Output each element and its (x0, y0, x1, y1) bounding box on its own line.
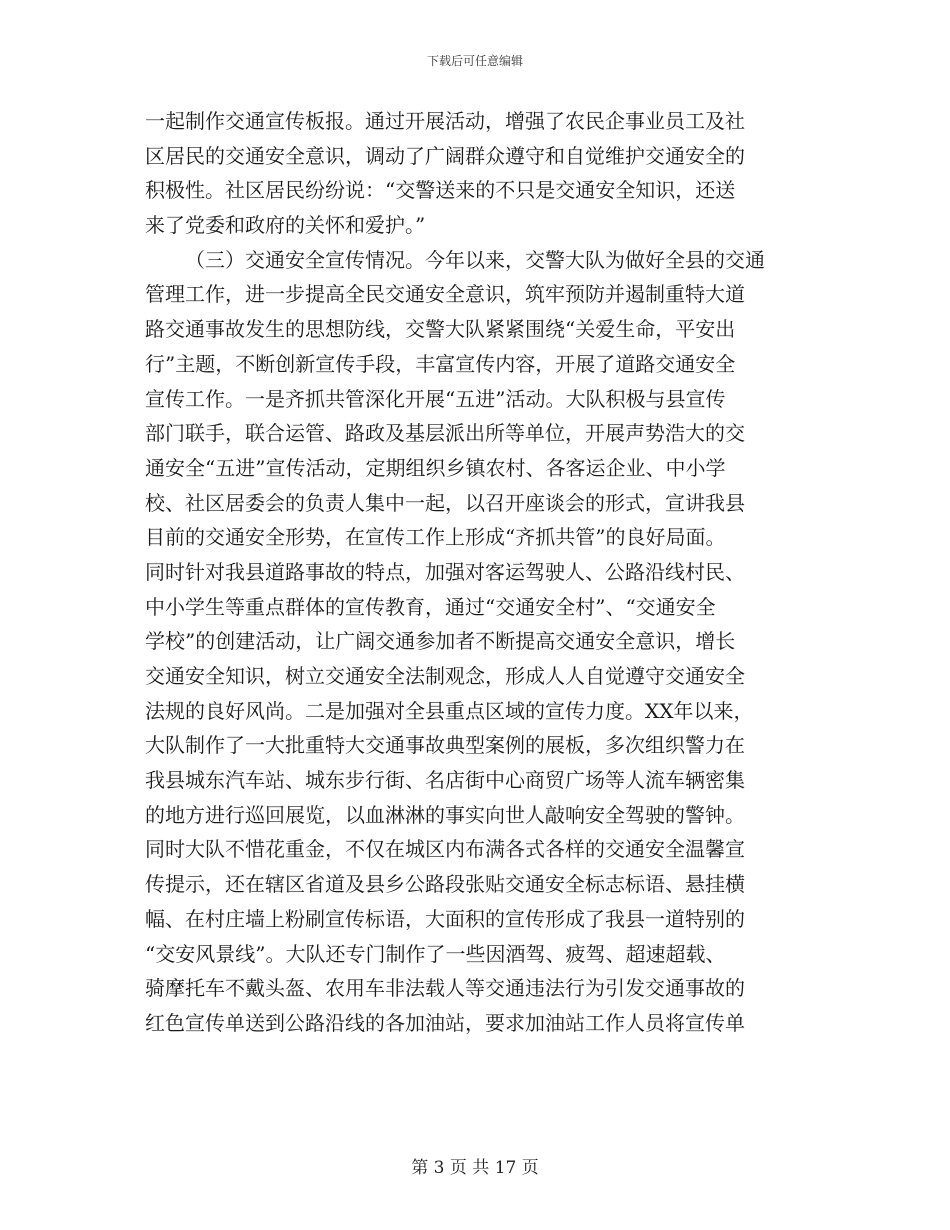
text-line: 行”主题，不断创新宣传手段，丰富宣传内容，开展了道路交通安全 (145, 351, 736, 376)
text-line: 宣传工作。一是齐抓共管深化开展“五进”活动。大队积极与县宣传 (145, 386, 726, 411)
text-line: 通安全“五进”宣传活动，定期组织乡镇农村、各客运企业、中小学 (145, 455, 726, 480)
text-line: 路交通事故发生的思想防线，交警大队紧紧围绕“关爱生命，平安出 (145, 317, 736, 342)
text-line: 幅、在村庄墙上粉刷宣传标语，大面积的宣传形成了我县一道特别的 (145, 906, 745, 931)
page-number-footer: 第 3 页 共 17 页 (411, 1158, 539, 1178)
text-line: 的地方进行巡回展览，以血淋淋的事实向世人敲响安全驾驶的警钟。 (145, 802, 745, 827)
text-line: 管理工作，进一步提高全民交通安全意识，筑牢预防并遏制重特大道 (145, 282, 745, 307)
text-line: 传提示，还在辖区省道及县乡公路段张贴交通安全标志标语、悬挂横 (145, 872, 745, 897)
text-line: 积极性。社区居民纷纷说：“交警送来的不只是交通安全知识，还送 (145, 178, 736, 203)
text-line: 区居民的交通安全意识，调动了广阔群众遵守和自觉维护交通安全的 (145, 143, 745, 168)
text-line: 同时针对我县道路事故的特点，加强对客运驾驶人、公路沿线村民、 (145, 559, 745, 584)
text-line: 一起制作交通宣传板报。通过开展活动，增强了农民企事业员工及社 (145, 109, 745, 133)
text-line: 我县城东汽车站、城东步行街、名店街中心商贸广场等人流车辆密集 (145, 768, 745, 793)
text-line: 红色宣传单送到公路沿线的各加油站，要求加油站工作人员将宣传单 (145, 1010, 745, 1035)
page-header-note: 下载后可任意编辑 (426, 54, 523, 68)
text-line: 同时大队不惜花重金，不仅在城区内布满各式各样的交通安全温馨宣 (145, 837, 745, 862)
text-line: 来了党委和政府的关怀和爱护。” (145, 213, 426, 238)
text-line: 中小学生等重点群体的宣传教育，通过“交通安全村”、“交通安全 (145, 594, 716, 619)
text-line: 部门联手，联合运管、路政及基层派出所等单位，开展声势浩大的交 (145, 421, 745, 446)
text-line: 学校”的创建活动，让广阔交通参加者不断提高交通安全意识，增长 (145, 629, 736, 654)
text-line: 校、社区居委会的负责人集中一起，以召开座谈会的形式，宣讲我县 (145, 490, 745, 515)
text-line: 骑摩托车不戴头盔、农用车非法载人等交通违法行为引发交通事故的 (145, 976, 745, 1001)
text-line: 法规的良好风尚。二是加强对全县重点区域的宣传力度。XX年以来， (145, 698, 754, 723)
paragraph-start-line: （三）交通安全宣传情况。今年以来，交警大队为做好全县的交通 (185, 247, 765, 272)
text-line: “交安风景线”。大队还专门制作了一些因酒驾、疲驾、超速超载、 (145, 941, 726, 966)
text-line: 目前的交通安全形势，在宣传工作上形成“齐抓共管”的良好局面。 (145, 525, 726, 550)
document-body (145, 104, 810, 1041)
text-line: 交通安全知识，树立交通安全法制观念，形成人人自觉遵守交通安全 (145, 664, 745, 688)
text-line: 大队制作了一大批重特大交通事故典型案例的展板，多次组织警力在 (145, 733, 745, 758)
